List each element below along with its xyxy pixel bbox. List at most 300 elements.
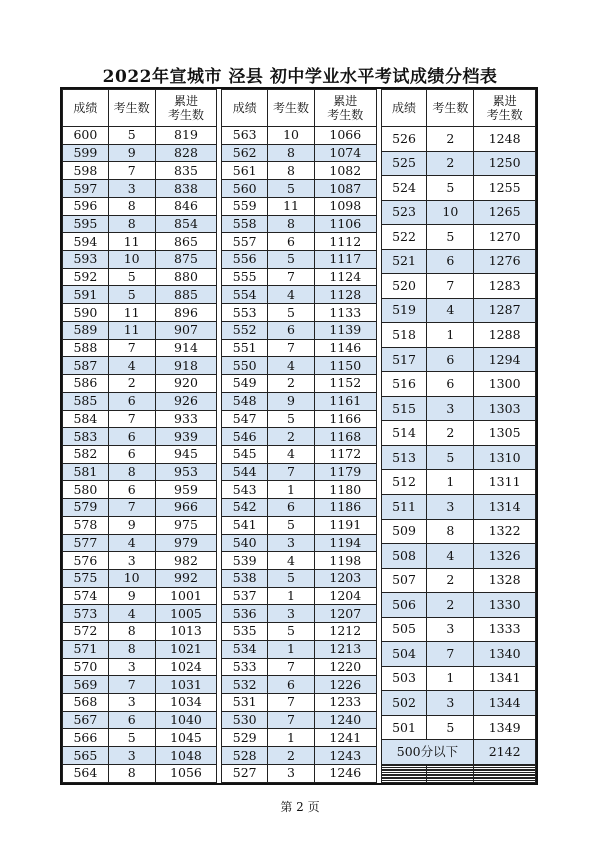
count-cell: 4 bbox=[268, 445, 315, 463]
table-row bbox=[222, 445, 376, 463]
score-cell: 540 bbox=[222, 534, 268, 552]
table-row bbox=[63, 215, 217, 233]
table-row bbox=[63, 623, 217, 641]
cumulative-cell: 1191 bbox=[314, 516, 376, 534]
count-cell: 3 bbox=[427, 617, 474, 642]
count-cell: 3 bbox=[108, 694, 155, 712]
header-score: 成绩 bbox=[63, 90, 109, 127]
score-cell: 527 bbox=[222, 764, 268, 782]
table-row bbox=[63, 233, 217, 251]
count-cell: 1 bbox=[268, 729, 315, 747]
cumulative-cell: 1024 bbox=[155, 658, 217, 676]
score-cell: 559 bbox=[222, 197, 268, 215]
table-row bbox=[381, 691, 535, 716]
table-block-3 bbox=[381, 89, 536, 783]
table-row bbox=[63, 339, 217, 357]
score-cell: 598 bbox=[63, 162, 109, 180]
table-row bbox=[381, 249, 535, 274]
score-cell: 551 bbox=[222, 339, 268, 357]
table-row bbox=[63, 286, 217, 304]
cumulative-cell: 1212 bbox=[314, 623, 376, 641]
table-row bbox=[63, 640, 217, 658]
table-row bbox=[381, 715, 535, 740]
score-cell: 593 bbox=[63, 251, 109, 269]
cumulative-cell: 1005 bbox=[155, 605, 217, 623]
cumulative-cell: 1179 bbox=[314, 463, 376, 481]
table-row bbox=[63, 694, 217, 712]
count-cell: 10 bbox=[427, 200, 474, 225]
score-cell: 539 bbox=[222, 552, 268, 570]
cumulative-cell: 1243 bbox=[314, 747, 376, 765]
cumulative-cell: 1340 bbox=[474, 642, 536, 667]
count-cell: 1 bbox=[268, 640, 315, 658]
cumulative-cell: 953 bbox=[155, 463, 217, 481]
cumulative-cell: 1283 bbox=[474, 274, 536, 299]
cumulative-cell: 1265 bbox=[474, 200, 536, 225]
table-row bbox=[381, 347, 535, 372]
table-row bbox=[63, 127, 217, 145]
count-cell: 8 bbox=[427, 519, 474, 544]
score-cell: 591 bbox=[63, 286, 109, 304]
table-row bbox=[222, 197, 376, 215]
header-row bbox=[63, 90, 217, 127]
header-row bbox=[381, 90, 535, 127]
score-cell: 572 bbox=[63, 623, 109, 641]
score-cell: 548 bbox=[222, 392, 268, 410]
table-row bbox=[381, 176, 535, 201]
count-cell: 4 bbox=[268, 552, 315, 570]
count-cell: 8 bbox=[108, 640, 155, 658]
score-cell: 513 bbox=[381, 445, 427, 470]
cumulative-cell: 846 bbox=[155, 197, 217, 215]
score-cell: 600 bbox=[63, 127, 109, 145]
score-cell: 565 bbox=[63, 747, 109, 765]
cumulative-cell: 1098 bbox=[314, 197, 376, 215]
count-cell: 7 bbox=[108, 162, 155, 180]
table-row bbox=[63, 605, 217, 623]
cumulative-cell: 819 bbox=[155, 127, 217, 145]
score-cell: 524 bbox=[381, 176, 427, 201]
table-row bbox=[63, 463, 217, 481]
cumulative-cell: 1117 bbox=[314, 251, 376, 269]
cumulative-cell: 1172 bbox=[314, 445, 376, 463]
table-row bbox=[222, 623, 376, 641]
table-row bbox=[63, 357, 217, 375]
score-cell: 531 bbox=[222, 694, 268, 712]
count-cell: 5 bbox=[268, 623, 315, 641]
page-title: 2022年宣城市 泾县 初中学业水平考试成绩分档表 bbox=[102, 67, 498, 87]
score-cell: 586 bbox=[63, 375, 109, 393]
cumulative-cell: 1133 bbox=[314, 304, 376, 322]
score-cell: 553 bbox=[222, 304, 268, 322]
table-row bbox=[63, 516, 217, 534]
score-cell: 569 bbox=[63, 676, 109, 694]
score-cell: 503 bbox=[381, 666, 427, 691]
score-cell: 581 bbox=[63, 463, 109, 481]
score-cell: 563 bbox=[222, 127, 268, 145]
count-cell: 8 bbox=[268, 215, 315, 233]
count-cell: 7 bbox=[268, 268, 315, 286]
score-cell: 599 bbox=[63, 144, 109, 162]
table-row bbox=[222, 481, 376, 499]
score-cell: 552 bbox=[222, 321, 268, 339]
cumulative-cell: 1246 bbox=[314, 764, 376, 782]
score-cell: 505 bbox=[381, 617, 427, 642]
count-cell: 7 bbox=[108, 499, 155, 517]
empty-cell bbox=[381, 781, 427, 783]
score-cell: 512 bbox=[381, 470, 427, 495]
count-cell: 7 bbox=[268, 694, 315, 712]
table-row bbox=[222, 251, 376, 269]
cumulative-cell: 1344 bbox=[474, 691, 536, 716]
table-row bbox=[381, 396, 535, 421]
score-cell: 528 bbox=[222, 747, 268, 765]
score-cell: 533 bbox=[222, 658, 268, 676]
table-row bbox=[381, 274, 535, 299]
score-cell: 523 bbox=[381, 200, 427, 225]
score-cell: 517 bbox=[381, 347, 427, 372]
table-row bbox=[381, 225, 535, 250]
count-cell: 9 bbox=[108, 516, 155, 534]
table-row bbox=[63, 375, 217, 393]
count-cell: 6 bbox=[268, 233, 315, 251]
table-block-1 bbox=[62, 89, 217, 783]
cumulative-cell: 1204 bbox=[314, 587, 376, 605]
cumulative-cell: 1328 bbox=[474, 568, 536, 593]
cumulative-cell: 865 bbox=[155, 233, 217, 251]
header-score: 成绩 bbox=[381, 90, 427, 127]
cumulative-cell: 1021 bbox=[155, 640, 217, 658]
table-row bbox=[222, 410, 376, 428]
count-cell: 4 bbox=[268, 286, 315, 304]
score-cell: 590 bbox=[63, 304, 109, 322]
cumulative-cell: 1207 bbox=[314, 605, 376, 623]
table-row bbox=[222, 729, 376, 747]
cumulative-cell: 918 bbox=[155, 357, 217, 375]
cumulative-cell: 1013 bbox=[155, 623, 217, 641]
count-cell: 7 bbox=[268, 658, 315, 676]
score-cell: 585 bbox=[63, 392, 109, 410]
cumulative-cell: 1150 bbox=[314, 357, 376, 375]
count-cell: 5 bbox=[268, 569, 315, 587]
cumulative-cell: 835 bbox=[155, 162, 217, 180]
count-cell: 2 bbox=[427, 151, 474, 176]
cumulative-cell: 1180 bbox=[314, 481, 376, 499]
table-row bbox=[222, 587, 376, 605]
cumulative-cell: 1341 bbox=[474, 666, 536, 691]
table-row bbox=[222, 127, 376, 145]
count-cell: 4 bbox=[108, 605, 155, 623]
score-cell: 532 bbox=[222, 676, 268, 694]
score-cell: 549 bbox=[222, 375, 268, 393]
table-row bbox=[222, 711, 376, 729]
score-cell: 546 bbox=[222, 428, 268, 446]
below-500-cumulative: 2142 bbox=[474, 740, 536, 765]
table-block-2 bbox=[221, 89, 376, 783]
count-cell: 4 bbox=[108, 357, 155, 375]
cumulative-cell: 1186 bbox=[314, 499, 376, 517]
cumulative-cell: 979 bbox=[155, 534, 217, 552]
table-row bbox=[63, 658, 217, 676]
cumulative-cell: 828 bbox=[155, 144, 217, 162]
header-count: 考生数 bbox=[427, 90, 474, 127]
count-cell: 1 bbox=[427, 666, 474, 691]
empty-cell bbox=[427, 781, 474, 783]
table-row bbox=[63, 428, 217, 446]
count-cell: 6 bbox=[108, 445, 155, 463]
count-cell: 1 bbox=[427, 470, 474, 495]
count-cell: 8 bbox=[268, 162, 315, 180]
cumulative-cell: 1288 bbox=[474, 323, 536, 348]
table-row bbox=[222, 392, 376, 410]
count-cell: 5 bbox=[108, 268, 155, 286]
score-cell: 584 bbox=[63, 410, 109, 428]
score-cell: 582 bbox=[63, 445, 109, 463]
cumulative-cell: 1168 bbox=[314, 428, 376, 446]
cumulative-cell: 1305 bbox=[474, 421, 536, 446]
count-cell: 11 bbox=[108, 321, 155, 339]
table-row bbox=[222, 694, 376, 712]
below-500-label: 500分以下 bbox=[381, 740, 474, 765]
score-cell: 576 bbox=[63, 552, 109, 570]
empty-cell bbox=[474, 781, 536, 783]
table-row bbox=[222, 180, 376, 198]
table-row bbox=[381, 519, 535, 544]
table-row bbox=[222, 339, 376, 357]
count-cell: 5 bbox=[108, 729, 155, 747]
cumulative-cell: 1322 bbox=[474, 519, 536, 544]
cumulative-cell: 1074 bbox=[314, 144, 376, 162]
table-row bbox=[63, 392, 217, 410]
table-row bbox=[222, 640, 376, 658]
header-count: 考生数 bbox=[268, 90, 315, 127]
count-cell: 7 bbox=[427, 274, 474, 299]
score-cell: 511 bbox=[381, 494, 427, 519]
score-cell: 519 bbox=[381, 298, 427, 323]
cumulative-cell: 907 bbox=[155, 321, 217, 339]
cumulative-cell: 1330 bbox=[474, 593, 536, 618]
cumulative-cell: 920 bbox=[155, 375, 217, 393]
table-row bbox=[222, 463, 376, 481]
score-cell: 522 bbox=[381, 225, 427, 250]
score-table bbox=[60, 87, 538, 785]
score-cell: 567 bbox=[63, 711, 109, 729]
count-cell: 8 bbox=[108, 215, 155, 233]
score-cell: 515 bbox=[381, 396, 427, 421]
table-row bbox=[381, 617, 535, 642]
cumulative-cell: 1106 bbox=[314, 215, 376, 233]
count-cell: 2 bbox=[268, 375, 315, 393]
count-cell: 11 bbox=[108, 233, 155, 251]
score-cell: 580 bbox=[63, 481, 109, 499]
score-cell: 597 bbox=[63, 180, 109, 198]
score-cell: 534 bbox=[222, 640, 268, 658]
table-row bbox=[63, 499, 217, 517]
table-row bbox=[63, 481, 217, 499]
cumulative-cell: 959 bbox=[155, 481, 217, 499]
table-row bbox=[381, 200, 535, 225]
table-row bbox=[63, 569, 217, 587]
cumulative-cell: 1310 bbox=[474, 445, 536, 470]
score-cell: 558 bbox=[222, 215, 268, 233]
count-cell: 2 bbox=[108, 375, 155, 393]
score-cell: 555 bbox=[222, 268, 268, 286]
table-row bbox=[381, 298, 535, 323]
cumulative-cell: 945 bbox=[155, 445, 217, 463]
cumulative-cell: 1040 bbox=[155, 711, 217, 729]
count-cell: 4 bbox=[427, 544, 474, 569]
table-row bbox=[222, 215, 376, 233]
count-cell: 10 bbox=[108, 569, 155, 587]
score-cell: 573 bbox=[63, 605, 109, 623]
cumulative-cell: 1213 bbox=[314, 640, 376, 658]
table-row bbox=[222, 233, 376, 251]
page-number: 第 2 页 bbox=[280, 800, 320, 814]
score-cell: 547 bbox=[222, 410, 268, 428]
cumulative-cell: 1226 bbox=[314, 676, 376, 694]
score-cell: 516 bbox=[381, 372, 427, 397]
count-cell: 7 bbox=[268, 339, 315, 357]
cumulative-cell: 1270 bbox=[474, 225, 536, 250]
count-cell: 10 bbox=[268, 127, 315, 145]
score-cell: 574 bbox=[63, 587, 109, 605]
table-row bbox=[222, 268, 376, 286]
cumulative-cell: 1056 bbox=[155, 764, 217, 782]
cumulative-cell: 1248 bbox=[474, 127, 536, 152]
table-row bbox=[381, 323, 535, 348]
score-cell: 560 bbox=[222, 180, 268, 198]
cumulative-cell: 1001 bbox=[155, 587, 217, 605]
table-row bbox=[63, 534, 217, 552]
table-row bbox=[63, 304, 217, 322]
cumulative-cell: 966 bbox=[155, 499, 217, 517]
table-row bbox=[63, 197, 217, 215]
cumulative-cell: 1241 bbox=[314, 729, 376, 747]
cumulative-cell: 975 bbox=[155, 516, 217, 534]
count-cell: 7 bbox=[108, 339, 155, 357]
table-row bbox=[63, 552, 217, 570]
score-cell: 595 bbox=[63, 215, 109, 233]
score-cell: 502 bbox=[381, 691, 427, 716]
count-cell: 2 bbox=[268, 428, 315, 446]
cumulative-cell: 1152 bbox=[314, 375, 376, 393]
cumulative-cell: 1240 bbox=[314, 711, 376, 729]
table-row bbox=[63, 711, 217, 729]
score-cell: 544 bbox=[222, 463, 268, 481]
cumulative-cell: 838 bbox=[155, 180, 217, 198]
score-cell: 536 bbox=[222, 605, 268, 623]
cumulative-cell: 1233 bbox=[314, 694, 376, 712]
cumulative-cell: 1311 bbox=[474, 470, 536, 495]
count-cell: 11 bbox=[268, 197, 315, 215]
count-cell: 4 bbox=[268, 357, 315, 375]
cumulative-cell: 939 bbox=[155, 428, 217, 446]
count-cell: 5 bbox=[108, 286, 155, 304]
count-cell: 10 bbox=[108, 251, 155, 269]
count-cell: 2 bbox=[268, 747, 315, 765]
cumulative-cell: 1287 bbox=[474, 298, 536, 323]
table-row bbox=[63, 268, 217, 286]
table-row bbox=[222, 569, 376, 587]
count-cell: 8 bbox=[108, 197, 155, 215]
count-cell: 5 bbox=[108, 127, 155, 145]
count-cell: 3 bbox=[108, 747, 155, 765]
score-cell: 596 bbox=[63, 197, 109, 215]
score-cell: 556 bbox=[222, 251, 268, 269]
cumulative-cell: 880 bbox=[155, 268, 217, 286]
score-cell: 566 bbox=[63, 729, 109, 747]
table-row bbox=[222, 676, 376, 694]
count-cell: 6 bbox=[108, 392, 155, 410]
cumulative-cell: 1276 bbox=[474, 249, 536, 274]
count-cell: 8 bbox=[108, 623, 155, 641]
count-cell: 5 bbox=[268, 251, 315, 269]
count-cell: 5 bbox=[427, 445, 474, 470]
cumulative-cell: 896 bbox=[155, 304, 217, 322]
score-cell: 568 bbox=[63, 694, 109, 712]
count-cell: 3 bbox=[108, 552, 155, 570]
cumulative-cell: 992 bbox=[155, 569, 217, 587]
score-cell: 545 bbox=[222, 445, 268, 463]
header-count: 考生数 bbox=[108, 90, 155, 127]
table-row bbox=[63, 144, 217, 162]
count-cell: 6 bbox=[268, 499, 315, 517]
count-cell: 5 bbox=[268, 516, 315, 534]
count-cell: 3 bbox=[427, 396, 474, 421]
table-row bbox=[222, 428, 376, 446]
score-cell: 504 bbox=[381, 642, 427, 667]
table-row bbox=[222, 304, 376, 322]
cumulative-cell: 1314 bbox=[474, 494, 536, 519]
score-cell: 588 bbox=[63, 339, 109, 357]
table-row bbox=[222, 747, 376, 765]
cumulative-cell: 854 bbox=[155, 215, 217, 233]
score-cell: 554 bbox=[222, 286, 268, 304]
cumulative-cell: 1294 bbox=[474, 347, 536, 372]
table-row bbox=[381, 421, 535, 446]
table-row bbox=[63, 180, 217, 198]
count-cell: 3 bbox=[268, 764, 315, 782]
score-cell: 564 bbox=[63, 764, 109, 782]
table-row bbox=[381, 494, 535, 519]
score-cell: 543 bbox=[222, 481, 268, 499]
cumulative-cell: 1128 bbox=[314, 286, 376, 304]
count-cell: 3 bbox=[108, 180, 155, 198]
score-cell: 501 bbox=[381, 715, 427, 740]
table-row bbox=[381, 740, 535, 765]
table-row bbox=[63, 676, 217, 694]
cumulative-cell: 1087 bbox=[314, 180, 376, 198]
count-cell: 3 bbox=[108, 658, 155, 676]
table-row bbox=[381, 151, 535, 176]
table-row bbox=[381, 544, 535, 569]
count-cell: 4 bbox=[427, 298, 474, 323]
count-cell: 6 bbox=[108, 428, 155, 446]
count-cell: 7 bbox=[268, 463, 315, 481]
score-cell: 506 bbox=[381, 593, 427, 618]
table-row bbox=[381, 372, 535, 397]
score-cell: 518 bbox=[381, 323, 427, 348]
count-cell: 9 bbox=[268, 392, 315, 410]
cumulative-cell: 1082 bbox=[314, 162, 376, 180]
count-cell: 11 bbox=[108, 304, 155, 322]
cumulative-cell: 1303 bbox=[474, 396, 536, 421]
table-row bbox=[222, 286, 376, 304]
table-row bbox=[381, 445, 535, 470]
cumulative-cell: 982 bbox=[155, 552, 217, 570]
count-cell: 7 bbox=[268, 711, 315, 729]
header-cumulative: 累进 考生数 bbox=[314, 90, 376, 127]
